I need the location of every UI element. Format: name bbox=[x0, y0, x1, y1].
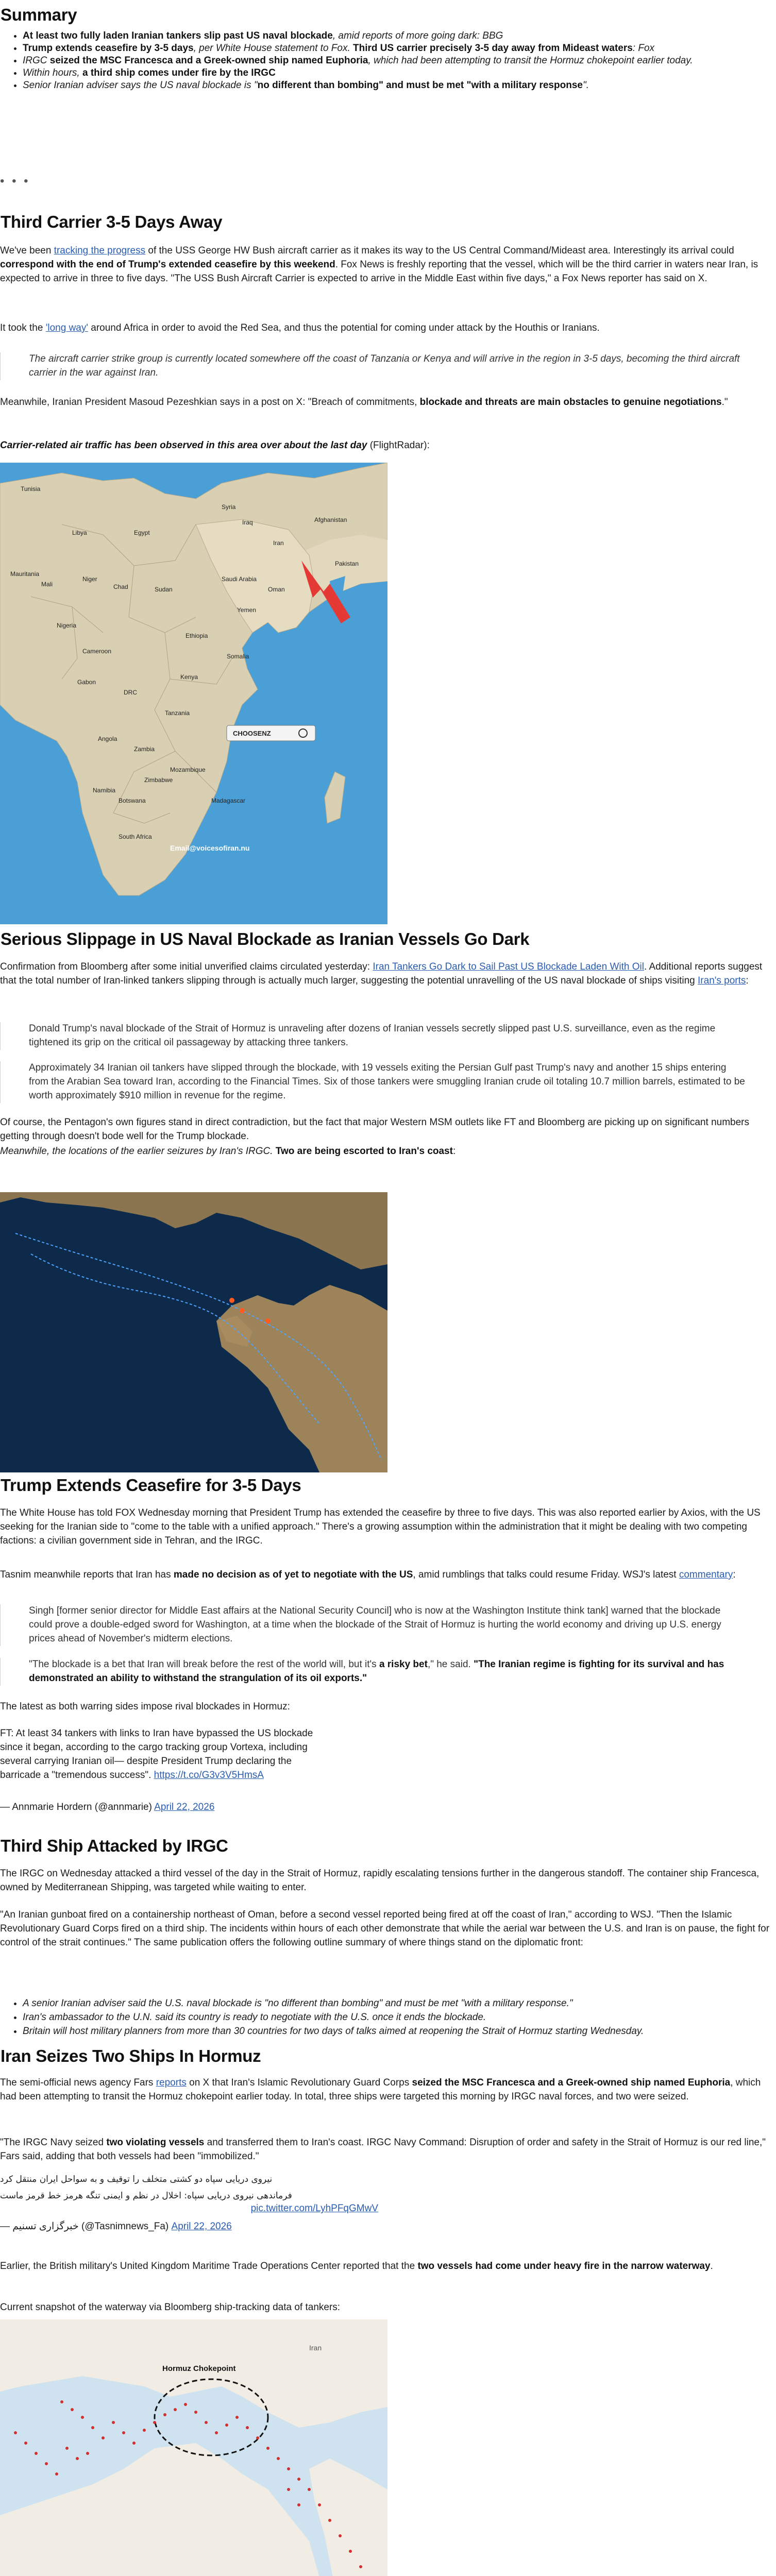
slippage-paragraph-2: Of course, the Pentagon's own figures stand in direct contradiction, but the fact that major Western MSM outlets like FT and Bloomberg are picking up on significant numbers getting through doesn't bode well for the Trump blockade. bbox=[0, 1117, 750, 1142]
carrier-quote: The aircraft carrier strike group is currently located somewhere off the coast of Tanzania or Kenya and will arrive in the region in 3-5 days, becoming the third aircraft carrier in the war against Iran. bbox=[0, 352, 745, 380]
carrier-paragraph-4: Carrier-related air traffic has been observed in this area over about the last day (FlightRadar): bbox=[0, 440, 430, 451]
chokepoint-label: Hormuz Chokepoint bbox=[162, 2364, 236, 2373]
attacked-paragraph-2: "An Iranian gunboat fired on a containership northeast of Oman, before a second vessel reported being fired at off the coast of Iran," according to WSJ. "Then the Islamic Revolutionary Guard Corps fired on a third ship. The incidents within hours of each other demonstrate that while the aerial war between the U.S. and Iran is on pause, the fight for control of the strait continues." The same publication offers the following outline summary of where things stand on the diplomatic front: bbox=[0, 1909, 770, 1948]
summary-item: • Senior Iranian adviser says the US naval blockade is "no different than bombing" and must be met "with a military response". bbox=[23, 79, 776, 92]
map-label: Cameroon bbox=[82, 648, 112, 655]
map-label: Yemen bbox=[237, 606, 256, 614]
map-label: Kenya bbox=[180, 673, 198, 681]
persian-tweet-attribution: — خبرگزاری تسنیم (@Tasnimnews_Fa) April 22, 2026 bbox=[0, 2221, 232, 2232]
seizes-paragraph-4: Current snapshot of the waterway via Bloomberg ship-tracking data of tankers: bbox=[0, 2302, 341, 2313]
fars-reports-link[interactable]: reports bbox=[156, 2077, 187, 2088]
map-label: Chad bbox=[113, 583, 128, 590]
attacked-item: • Britain will host military planners from more than 30 countries for two days of talks aimed at reopening the Strait of Hormuz starting Wednesday. bbox=[23, 2025, 775, 2039]
attacked-paragraph-1: The IRGC on Wednesday attacked a third vessel of the day in the Strait of Hormuz, rapidly escalating tensions further in the dangerous standoff. The container ship Francesca, owned by Mediterranean Shipping, was targeted while waiting to enter. bbox=[0, 1868, 760, 1893]
long-way-link[interactable]: 'long way' bbox=[45, 323, 88, 333]
map-label: Madagascar bbox=[211, 797, 246, 804]
slippage-heading: Serious Slippage in US Naval Blockade as Iranian Vessels Go Dark bbox=[1, 929, 530, 948]
summary-item: • Within hours, a third ship comes under fire by the IRGC bbox=[23, 67, 776, 79]
summary-item: • At least two fully laden Iranian tankers slip past US naval blockade, amid reports of more going dark: BBG bbox=[23, 30, 776, 42]
slippage-paragraph-1: Confirmation from Bloomberg after some initial unverified claims circulated yesterday: Iran Tankers Go Dark to Sail Past US Blockade Laden With Oil. Additional reports suggest that the total number of Iran-linked tankers slipping through is actually much larger, suggesting the potential unravelling of the US naval blockade of ships visiting Iran's ports: bbox=[0, 961, 763, 986]
ship-marker bbox=[265, 1318, 271, 1324]
seizes-paragraph-3: Earlier, the British military's United Kingdom Maritime Trade Operations Center reported that the two vessels had come under heavy fire in the narrow waterway. bbox=[0, 2261, 713, 2272]
seizes-paragraph-2: "The IRGC Navy seized two violating vessels and transferred them to Iran's coast. IRGC Navy Command: Disruption of order and safety in the Strait of Hormuz is our red line," Fars said, adding that both vessels had been "immobilized." bbox=[0, 2137, 766, 2162]
map-label: Tanzania bbox=[165, 709, 190, 717]
attacked-item: • A senior Iranian adviser said the U.S. naval blockade is "no different than bombing" and must be met "with a military response." bbox=[23, 1997, 775, 2011]
map-label: Tunisia bbox=[21, 485, 41, 493]
map-label: Iran bbox=[273, 539, 284, 547]
hormuz-satellite-map bbox=[0, 1192, 387, 1472]
irans-ports-link[interactable]: Iran's ports bbox=[698, 975, 746, 986]
tweet-attribution: — Annmarie Hordern (@annmarie) April 22, 2026 bbox=[0, 1802, 215, 1812]
embedded-tweet bbox=[0, 1727, 319, 1783]
map-label: Niger bbox=[82, 575, 97, 583]
extends-heading: Trump Extends Ceasefire for 3-5 Days bbox=[1, 1476, 301, 1495]
persian-line-2: فرماندهی نیروی دریایی سپاه: اخلال در نظم و ایمنی تنگه هرمز خط قرمز ماست bbox=[0, 2191, 292, 2201]
extends-paragraph-3: The latest as both warring sides impose rival blockades in Hormuz: bbox=[0, 1701, 290, 1712]
choose-label: CHOOSENZ bbox=[233, 730, 271, 737]
tweet-date-link[interactable]: April 22, 2026 bbox=[154, 1802, 215, 1812]
map-label: Zambia bbox=[134, 745, 155, 753]
attacked-heading: Third Ship Attacked by IRGC bbox=[1, 1836, 228, 1855]
iran-label: Iran bbox=[309, 2344, 322, 2352]
tweet-link[interactable]: https://t.co/G3v3V5HmsA bbox=[154, 1769, 264, 1781]
map-label: Oman bbox=[268, 586, 285, 593]
satellite-image bbox=[0, 1192, 387, 1472]
seizes-heading: Iran Seizes Two Ships In Hormuz bbox=[1, 2046, 261, 2065]
map-label: Botswana bbox=[119, 797, 146, 804]
map-label: Angola bbox=[98, 735, 117, 742]
map-label: Gabon bbox=[77, 679, 96, 686]
map-label: Syria bbox=[222, 503, 236, 511]
attacked-item: • Iran's ambassador to the U.N. said its country is ready to negotiate with the U.S. once it ends the blockade. bbox=[23, 2011, 775, 2025]
summary-item: • IRGC seized the MSC Francesca and a Greek-owned ship named Euphoria, which had been attempting to transit the Hormuz chokepoint earlier today. bbox=[23, 55, 776, 67]
seizes-paragraph-1: The semi-official news agency Fars reports on X that Iran's Islamic Revolutionary Guard Corps seized the MSC Francesca and a Greek-owned ship named Euphoria, which had been attempting to transit the Hormuz chokepoint earlier today. In total, three ships were targeted this morning by IRGC naval forces, and two were seized. bbox=[0, 2077, 761, 2102]
map-label: Pakistan bbox=[335, 560, 359, 567]
persian-tweet-link-row bbox=[0, 2202, 428, 2216]
ship-marker bbox=[240, 1308, 245, 1313]
tweet-text: FT: At least 34 tankers with links to Iran have bypassed the US blockade since it began, according to the cargo tracking group Vortexa, including several carrying Iranian oil— despite President Trump declaring the barricade a "tremendous success". https://t.co/G3v3V5HmsA bbox=[0, 1728, 313, 1781]
carrier-paragraph-1: We've been tracking the progress of the USS George HW Bush aircraft carrier as it makes its way to the US Central Command/Mideast area. Interestingly its arrival could correspond with the end of Trump's extended ceasefire by this weekend. Fox News is freshly reporting that the vessel, which will be the third carrier in waters near Iran, is expected to arrive in three to five days. "The USS Bush Aircraft Carrier is expected to arrive in the Middle East within five days," a Fox News reporter has said on X. bbox=[0, 245, 758, 284]
persian-line-1: نیروی دریایی سپاه دو کشتی متخلف را توقیف و به سواحل ایران منتقل کرد bbox=[0, 2174, 273, 2184]
map-label: Nigeria bbox=[57, 622, 77, 629]
carrier-paragraph-3: Meanwhile, Iranian President Masoud Pezeshkian says in a post on X: "Breach of commitments, blockade and threats are main obstacles to genuine negotiations." bbox=[0, 397, 728, 408]
summary-item: • Trump extends ceasefire by 3-5 days, per White House statement to Fox. Third US carrier precisely 3-5 day away from Mideast waters: Fox bbox=[23, 42, 776, 55]
map-label: Namibia bbox=[93, 787, 116, 794]
attacked-list bbox=[0, 1997, 775, 2039]
map-label: Afghanistan bbox=[314, 516, 347, 523]
map-credit: Email@voicesofiran.nu bbox=[170, 844, 250, 852]
africa-mideast-map bbox=[0, 463, 387, 924]
map-label: Somalia bbox=[227, 653, 249, 660]
summary-list bbox=[0, 30, 776, 92]
carrier-paragraph-2: It took the 'long way' around Africa in order to avoid the Red Sea, and thus the potential for coming under attack by the Houthis or Iranians. bbox=[0, 323, 600, 333]
carrier-heading: Third Carrier 3-5 Days Away bbox=[1, 212, 223, 231]
map-label: Zimbabwe bbox=[144, 776, 173, 784]
map-label: Saudi Arabia bbox=[222, 575, 257, 583]
slippage-paragraph-3: Meanwhile, the locations of the earlier seizures by Iran's IRGC. Two are being escorted to Iran's coast: bbox=[0, 1146, 456, 1157]
map-label: DRC bbox=[124, 689, 137, 696]
map-label: Iraq bbox=[242, 519, 253, 526]
commentary-link[interactable]: commentary bbox=[679, 1569, 733, 1580]
ship-tracking-map bbox=[0, 2319, 387, 2576]
map-label: Mauritania bbox=[10, 570, 40, 578]
flightradar-map bbox=[0, 463, 387, 924]
pic-twitter-link[interactable]: pic.twitter.com/LyhPFqGMwV bbox=[250, 2203, 378, 2214]
extends-paragraph-1: The White House has told FOX Wednesday morning that President Trump has extended the ceasefire by three to five days. This was also reported earlier by Axios, with the US seeking for the Iranian side to "come to the table with a unified approach." There's a growing assumption within the administration that it might be dealing with two competing factions: a civilian government side in Tehran, and the IRGC. bbox=[0, 1507, 761, 1546]
bloomberg-link[interactable]: Iran Tankers Go Dark to Sail Past US Blockade Laden With Oil bbox=[373, 961, 644, 972]
tracking-link[interactable]: tracking the progress bbox=[54, 245, 146, 256]
persian-tweet-date-link[interactable]: April 22, 2026 bbox=[171, 2221, 232, 2232]
map-label: Mali bbox=[41, 581, 53, 588]
persian-tweet bbox=[0, 2173, 428, 2234]
ship-marker bbox=[229, 1298, 234, 1303]
extends-quote-1: Singh [former senior director for Middle East affairs at the National Security Council] who is now at the Washington Institute think tank] warned that the blockade could prove a double-edged sword for Washington, at a time when the blockade of the Strait of Hormuz is hurting the world economy and driving up U.S. energy prices ahead of November's midterm elections. bbox=[0, 1604, 745, 1646]
hormuz-tracking-svg bbox=[0, 2319, 387, 2576]
map-label: Mozambique bbox=[170, 766, 206, 773]
extends-quote-2: "The blockade is a bet that Iran will break before the rest of the world will, but it's a risky bet," he said. "The Iranian regime is fighting for its survival and has demonstrated an ability to withstand the strangulation of its oil exports." bbox=[0, 1658, 745, 1686]
summary-heading: Summary bbox=[1, 5, 77, 24]
map-label: Sudan bbox=[155, 586, 173, 593]
map-label: South Africa bbox=[119, 833, 152, 840]
extends-paragraph-2: Tasnim meanwhile reports that Iran has made no decision as of yet to negotiate with the US, amid rumblings that talks could resume Friday. WSJ's latest commentary: bbox=[0, 1569, 736, 1580]
map-label: Ethiopia bbox=[185, 632, 208, 639]
map-label: Libya bbox=[72, 529, 87, 536]
section-divider: • • • bbox=[0, 174, 30, 188]
slippage-quote-1: Donald Trump's naval blockade of the Strait of Hormuz is unraveling after dozens of Iranian vessels secretly slipped past U.S. surveillance, even as the regime tightened its grip on the critical oil passageway by attacking three tankers. bbox=[0, 1022, 745, 1050]
map-label: Egypt bbox=[134, 529, 150, 536]
slippage-quote-2: Approximately 34 Iranian oil tankers have slipped through the blockade, with 19 vessels exiting the Persian Gulf past Trump's navy and another 15 ships entering from the Arabian Sea toward Iran, according to the Financial Times. Six of those tankers were smuggling Iranian crude oil totaling 10.7 million barrels, estimated to be worth approximately $910 million in revenue for the regime. bbox=[0, 1061, 745, 1103]
